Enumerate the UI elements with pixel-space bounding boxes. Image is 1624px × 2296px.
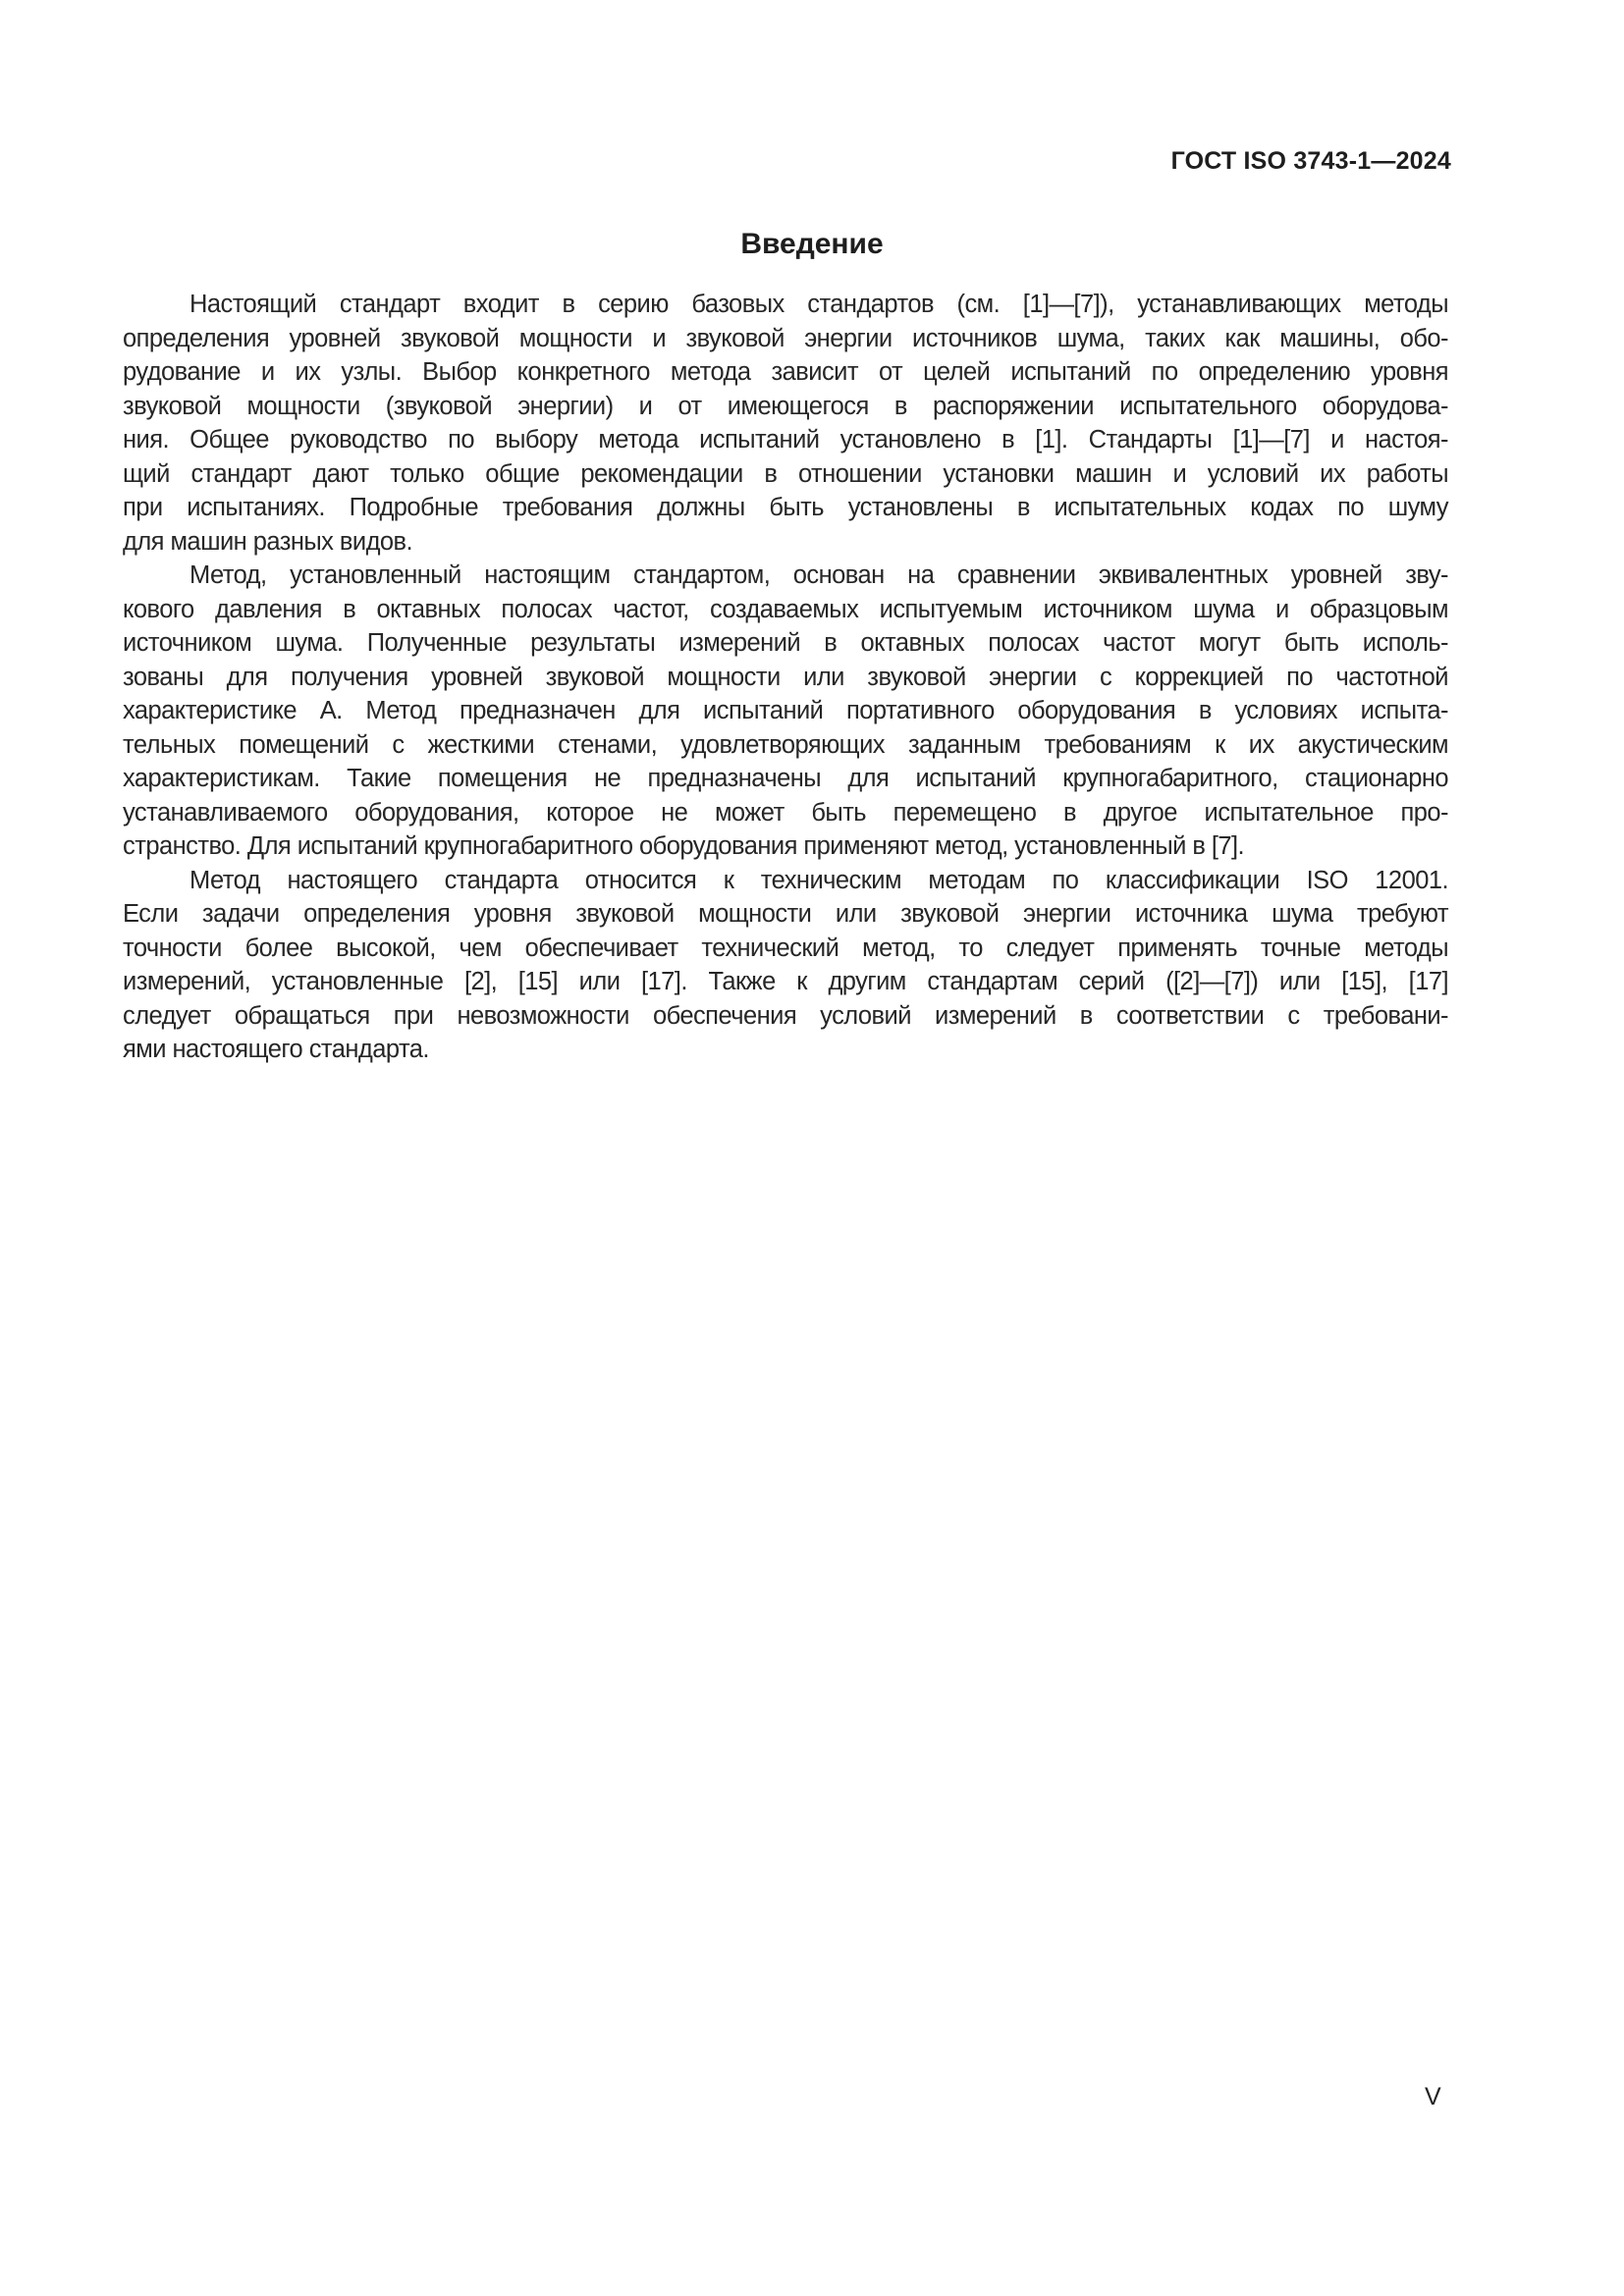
text-line: характеристике A. Метод предназначен для испытаний портативного оборудования в условиях испыта- xyxy=(123,697,1448,724)
text-line: звуковой мощности (звуковой энергии) и от имеющегося в распоряжении испытательного оборудова- xyxy=(123,392,1448,420)
page-number: V xyxy=(1425,2083,1441,2110)
text-line: Метод, установленный настоящим стандартом, основан на сравнении эквивалентных уровней зву- xyxy=(189,561,1448,589)
text-line: рудование и их узлы. Выбор конкретного метода зависит от целей испытаний по определению уровня xyxy=(123,358,1448,386)
text-line: при испытаниях. Подробные требования должны быть установлены в испытательных кодах по шуму xyxy=(123,494,1448,521)
text-line: тельных помещений с жесткими стенами, удовлетворяющих заданным требованиям к их акустическим xyxy=(123,730,1448,759)
text-line: Настоящий стандарт входит в серию базовых стандартов (см. [1]—[7]), устанавливающих методы xyxy=(189,291,1448,318)
text-line: характеристикам. Такие помещения не предназначены для испытаний крупногабаритного, стационарно xyxy=(123,765,1448,792)
paragraph-1 xyxy=(123,288,1448,559)
text-line: для машин разных видов. xyxy=(123,527,413,556)
paragraph-3 xyxy=(123,864,1448,1067)
text-line: точности более высокой, чем обеспечивает технический метод, то следует применять точные методы xyxy=(123,934,1448,962)
text-line: кового давления в октавных полосах частот, создаваемых испытуемым источником шума и образцовым xyxy=(123,595,1448,623)
text-line: источником шума. Полученные результаты измерений в октавных полосах частот могут быть исполь- xyxy=(123,629,1448,657)
text-line: устанавливаемого оборудования, которое не может быть перемещено в другое испытательное про- xyxy=(123,798,1448,827)
text-line: определения уровней звуковой мощности и звуковой энергии источников шума, таких как машины, обо- xyxy=(123,324,1448,352)
document-code: ГОСТ ISO 3743-1—2024 xyxy=(1170,147,1451,175)
text-line: Если задачи определения уровня звуковой мощности или звуковой энергии источника шума требуют xyxy=(123,900,1448,928)
paragraph-2 xyxy=(123,559,1448,864)
introduction-body xyxy=(123,288,1448,1067)
text-line: Метод настоящего стандарта относится к техническим методам по классификации ISO 12001. xyxy=(189,866,1448,894)
text-line: щий стандарт дают только общие рекомендации в отношении установки машин и условий их работы xyxy=(123,459,1448,488)
text-line: ния. Общее руководство по выбору метода испытаний установлено в [1]. Стандарты [1]—[7] и настоя- xyxy=(123,426,1448,454)
text-line: следует обращаться при невозможности обеспечения условий измерений в соответствии с требовани- xyxy=(123,1001,1448,1030)
text-line: зованы для получения уровней звуковой мощности или звуковой энергии с коррекцией по частотной xyxy=(123,663,1448,691)
text-line: ями настоящего стандарта. xyxy=(123,1036,429,1063)
text-line: измерений, установленные [2], [15] или [17]. Также к другим стандартам серий ([2]—[7]) или [15], [17] xyxy=(123,968,1448,995)
text-line: странство. Для испытаний крупногабаритного оборудования применяют метод, установленный в [7]. xyxy=(123,832,1245,860)
section-title: Введение xyxy=(740,228,884,260)
